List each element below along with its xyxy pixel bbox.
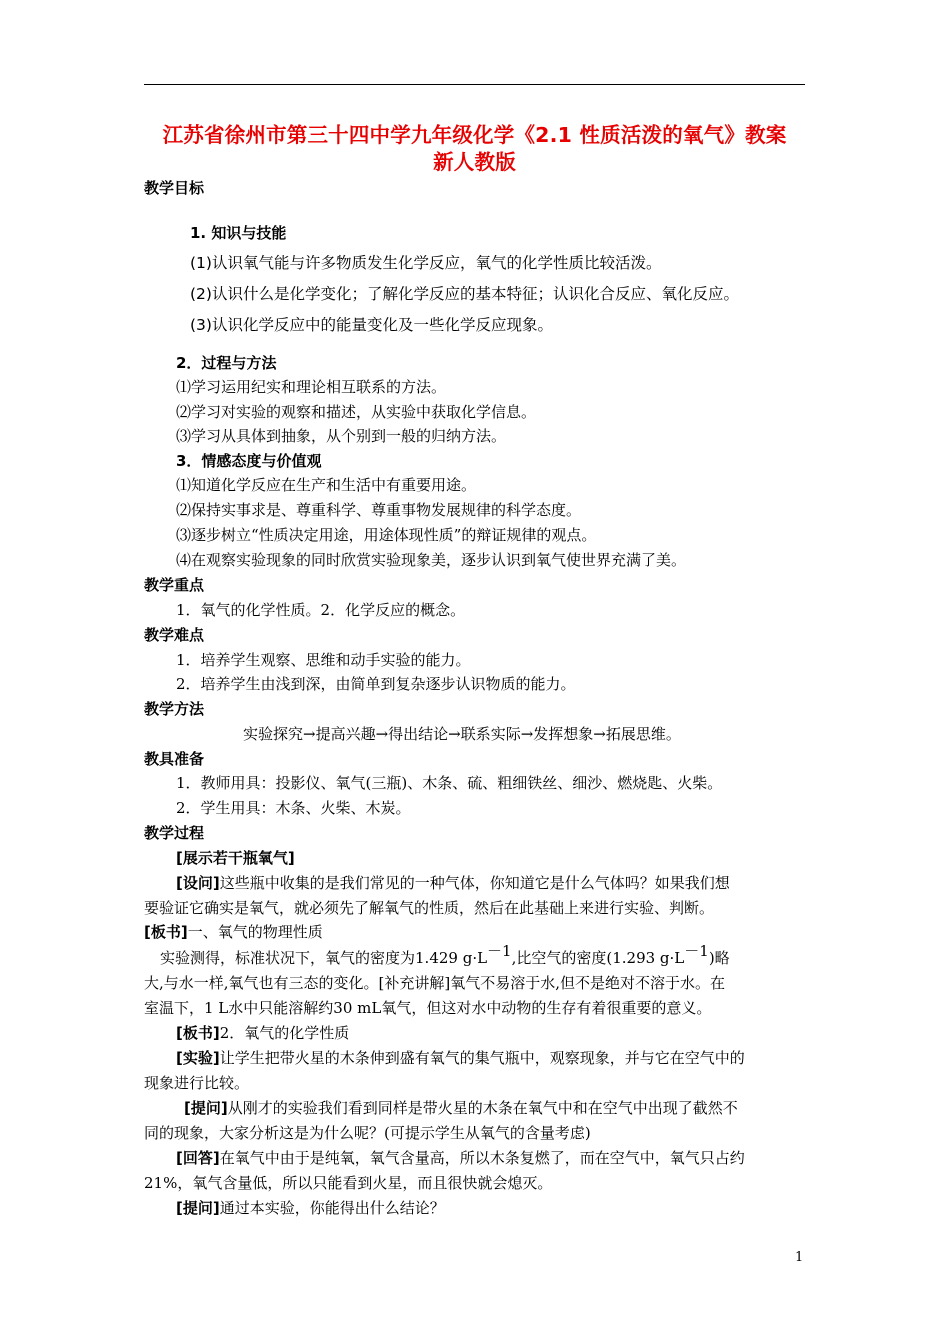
attitude-item-1: ⑴知道化学反应在生产和生活中有重要用途。 (176, 476, 477, 494)
heading-equipment: 教具准备 (144, 750, 205, 768)
question-2-line1: [提问]从刚才的实验我们看到同样是带火星的木条在氧气中和在空气中出现了截然不 (184, 1099, 738, 1117)
equipment-item-2: 2．学生用具：木条、火柴、木炭。 (176, 799, 411, 817)
physical-property-line2: 大,与水一样,氧气也有三态的变化。[补充讲解]氧气不易溶于水,但不是绝对不溶于水。在 (144, 974, 726, 992)
heading-process-method: 2．过程与方法 (176, 354, 277, 372)
process-item-1: ⑴学习运用纪实和理论相互联系的方法。 (176, 378, 447, 396)
knowledge-item-2: (2)认识什么是化学变化；了解化学反应的基本特征；认识化合反应、氧化反应。 (190, 285, 739, 303)
physical-property-line1: 实验测得，标准状况下，氧气的密度为1.429 $g\cdot L^{-1}$,比空气的密度(1.293 $g\cdot L^{-1}$)略 (160, 942, 730, 967)
attitude-item-4: ⑷在观察实验现象的同时欣赏实验现象美，逐步认识到氧气使世界充满了美。 (176, 551, 687, 569)
heading-knowledge-skills: 1. 知识与技能 (190, 224, 287, 242)
question-1-line2: 要验证它确实是氧气，就必须先了解氧气的性质，然后在此基础上来进行实验、判断。 (144, 899, 715, 917)
show-oxygen-bottles: [展示若干瓶氧气] (176, 849, 295, 867)
question-1-line1: [设问]这些瓶中收集的是我们常见的一种气体，你知道它是什么气体吗？如果我们想 (176, 874, 730, 892)
knowledge-item-3: (3)认识化学反应中的能量变化及一些化学反应现象。 (190, 316, 553, 334)
board-note-1: [板书]一、氧气的物理性质 (144, 923, 323, 941)
document-title-line1: 江苏省徐州市第三十四中学九年级化学《2.1 性质活泼的氧气》教案 (162, 123, 787, 147)
attitude-item-3: ⑶逐步树立“性质决定用途，用途体现性质”的辩证规律的观点。 (176, 526, 597, 544)
board-note-2: [板书]2．氧气的化学性质 (176, 1024, 350, 1042)
question-tag: [设问] (176, 874, 220, 892)
question-tag: [提问] (184, 1099, 228, 1117)
heading-difficulties: 教学难点 (144, 626, 205, 644)
key-points-text: 1．氧气的化学性质。2．化学反应的概念。 (176, 601, 466, 619)
knowledge-item-1: (1)认识氧气能与许多物质发生化学反应，氧气的化学性质比较活泼。 (190, 254, 662, 272)
header-rule (144, 84, 805, 85)
equipment-item-1: 1．教师用具：投影仪、氧气(三瓶)、木条、硫、粗细铁丝、细沙、燃烧匙、火柴。 (176, 774, 723, 792)
question-2-line2: 同的现象，大家分析这是为什么呢？(可提示学生从氧气的含量考虑) (144, 1124, 591, 1142)
board-tag: [板书] (176, 1024, 220, 1042)
answer-line1: [回答]在氧气中由于是纯氧，氧气含量高，所以木条复燃了，而在空气中，氧气只占约 (176, 1149, 745, 1167)
page-number: 1 (795, 1250, 804, 1265)
answer-line2: 21%，氧气含量低，所以只能看到火星，而且很快就会熄灭。 (144, 1174, 553, 1192)
difficulty-item-1: 1．培养学生观察、思维和动手实验的能力。 (176, 651, 471, 669)
question-3-line1: [提问]通过本实验，你能得出什么结论？ (176, 1199, 445, 1217)
attitude-item-2: ⑵保持实事求是、尊重科学、尊重事物发展规律的科学态度。 (176, 501, 582, 519)
answer-tag: [回答] (176, 1149, 220, 1167)
process-item-2: ⑵学习对实验的观察和描述，从实验中获取化学信息。 (176, 403, 537, 421)
heading-objectives: 教学目标 (144, 179, 205, 197)
physical-property-line3: 室温下，1 L水中只能溶解约30 mL氧气，但这对水中动物的生存有着很重要的意义。 (144, 999, 712, 1017)
experiment-tag: [实验] (176, 1049, 220, 1067)
heading-process: 教学过程 (144, 824, 205, 842)
heading-method: 教学方法 (144, 700, 205, 718)
heading-key-points: 教学重点 (144, 576, 205, 594)
experiment-line2: 现象进行比较。 (144, 1074, 250, 1092)
method-text: 实验探究→提高兴趣→得出结论→联系实际→发挥想象→拓展思维。 (243, 725, 681, 743)
question-tag: [提问] (176, 1199, 220, 1217)
board-tag: [板书] (144, 923, 188, 941)
difficulty-item-2: 2．培养学生由浅到深，由简单到复杂逐步认识物质的能力。 (176, 675, 576, 693)
experiment-line1: [实验]让学生把带火星的木条伸到盛有氧气的集气瓶中，观察现象，并与它在空气中的 (176, 1049, 745, 1067)
process-item-3: ⑶学习从具体到抽象，从个别到一般的归纳方法。 (176, 427, 507, 445)
document-title-line2: 新人教版 (433, 150, 516, 174)
heading-attitude-values: 3．情感态度与价值观 (176, 452, 322, 470)
